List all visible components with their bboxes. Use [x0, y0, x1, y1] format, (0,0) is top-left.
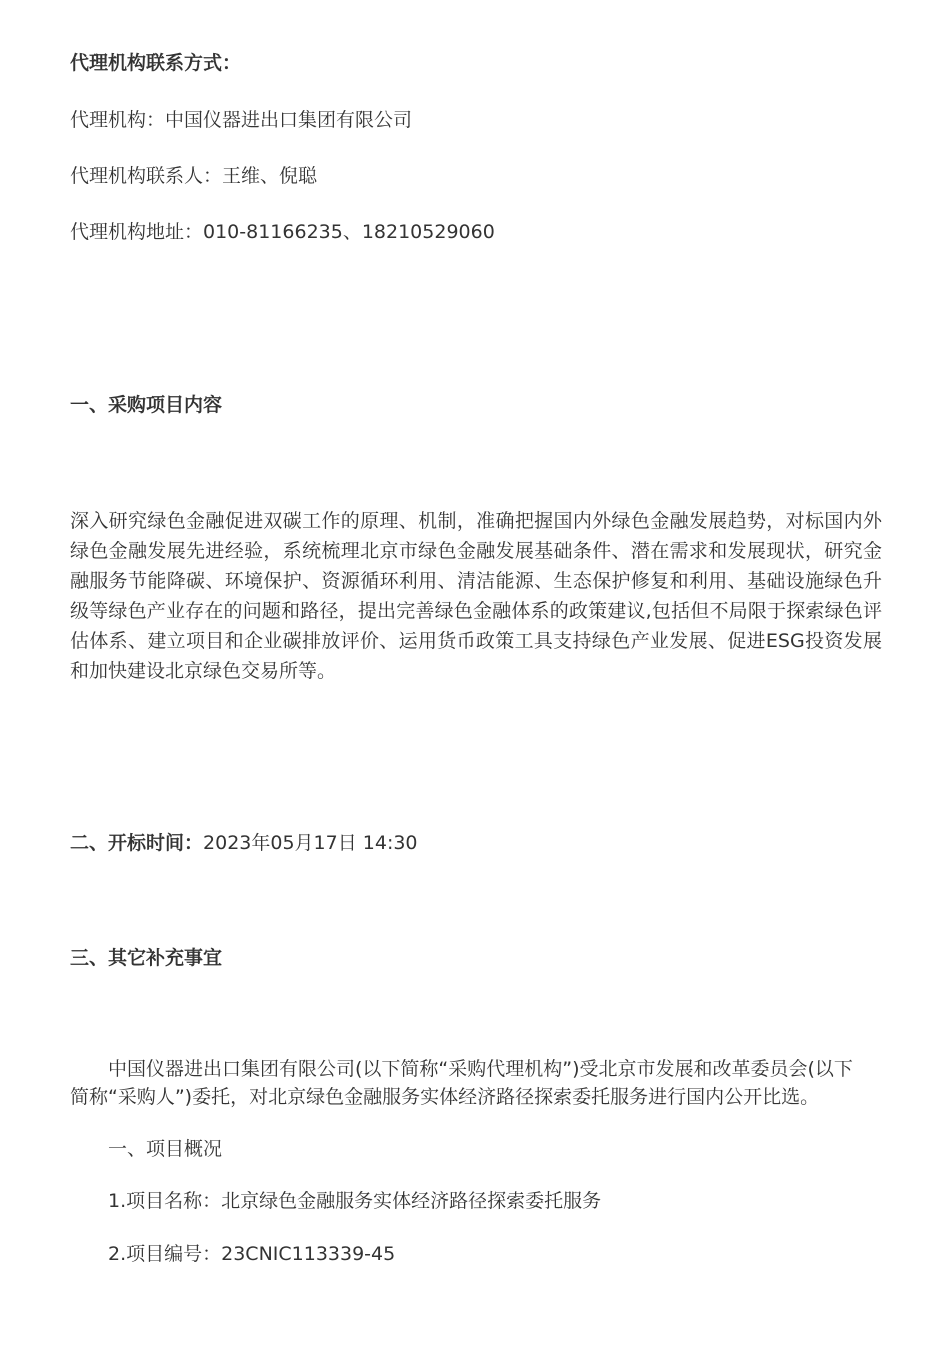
agency-name-line: 代理机构：中国仪器进出口集团有限公司: [70, 109, 413, 131]
section3-heading: 三、其它补充事宜: [70, 947, 223, 969]
section3-intro-paragraph: [70, 1055, 878, 1111]
agency-contact-heading: 代理机构联系方式：: [70, 52, 242, 74]
section2-heading: 二、开标时间：: [70, 832, 204, 854]
paragraph-line: 中国仪器进出口集团有限公司(以下简称“采购代理机构”)受北京市发展和改革委员会(以下: [108, 1058, 853, 1080]
section2-bid-opening: [70, 831, 418, 855]
section1-paragraph: [70, 506, 882, 686]
paragraph-line: 深入研究绿色金融促进双碳工作的原理、机制，准确把握国内外绿色金融发展趋势，对标国内外: [70, 510, 882, 532]
section1-heading: 一、采购项目内容: [70, 394, 223, 416]
paragraph-line: 估体系、建立项目和企业碳排放评价、运用货币政策工具支持绿色产业发展、促进ESG投资发展: [70, 630, 882, 652]
agency-contact-person-line: 代理机构联系人：王维、倪聪: [70, 165, 318, 187]
project-number-line: 2.项目编号：23CNIC113339-45: [108, 1243, 396, 1265]
bid-opening-time: 2023年05月17日 14:30: [203, 832, 418, 854]
project-name-line: 1.项目名称：北京绿色金融服务实体经济路径探索委托服务: [108, 1190, 602, 1212]
paragraph-line: 简称“采购人”)委托，对北京绿色金融服务实体经济路径探索委托服务进行国内公开比选。: [70, 1086, 820, 1108]
paragraph-line: 融服务节能降碳、环境保护、资源循环利用、清洁能源、生态保护修复和利用、基础设施绿色升: [70, 570, 882, 592]
paragraph-line: 和加快建设北京绿色交易所等。: [70, 660, 337, 682]
agency-address-line: 代理机构地址：010-81166235、18210529060: [70, 221, 495, 243]
project-overview-heading: 一、项目概况: [108, 1138, 223, 1160]
paragraph-line: 绿色金融发展先进经验，系统梳理北京市绿色金融发展基础条件、潜在需求和发展现状，研究金: [70, 540, 882, 562]
paragraph-line: 级等绿色产业存在的问题和路径，提出完善绿色金融体系的政策建议,包括但不局限于探索绿色评: [70, 600, 882, 622]
